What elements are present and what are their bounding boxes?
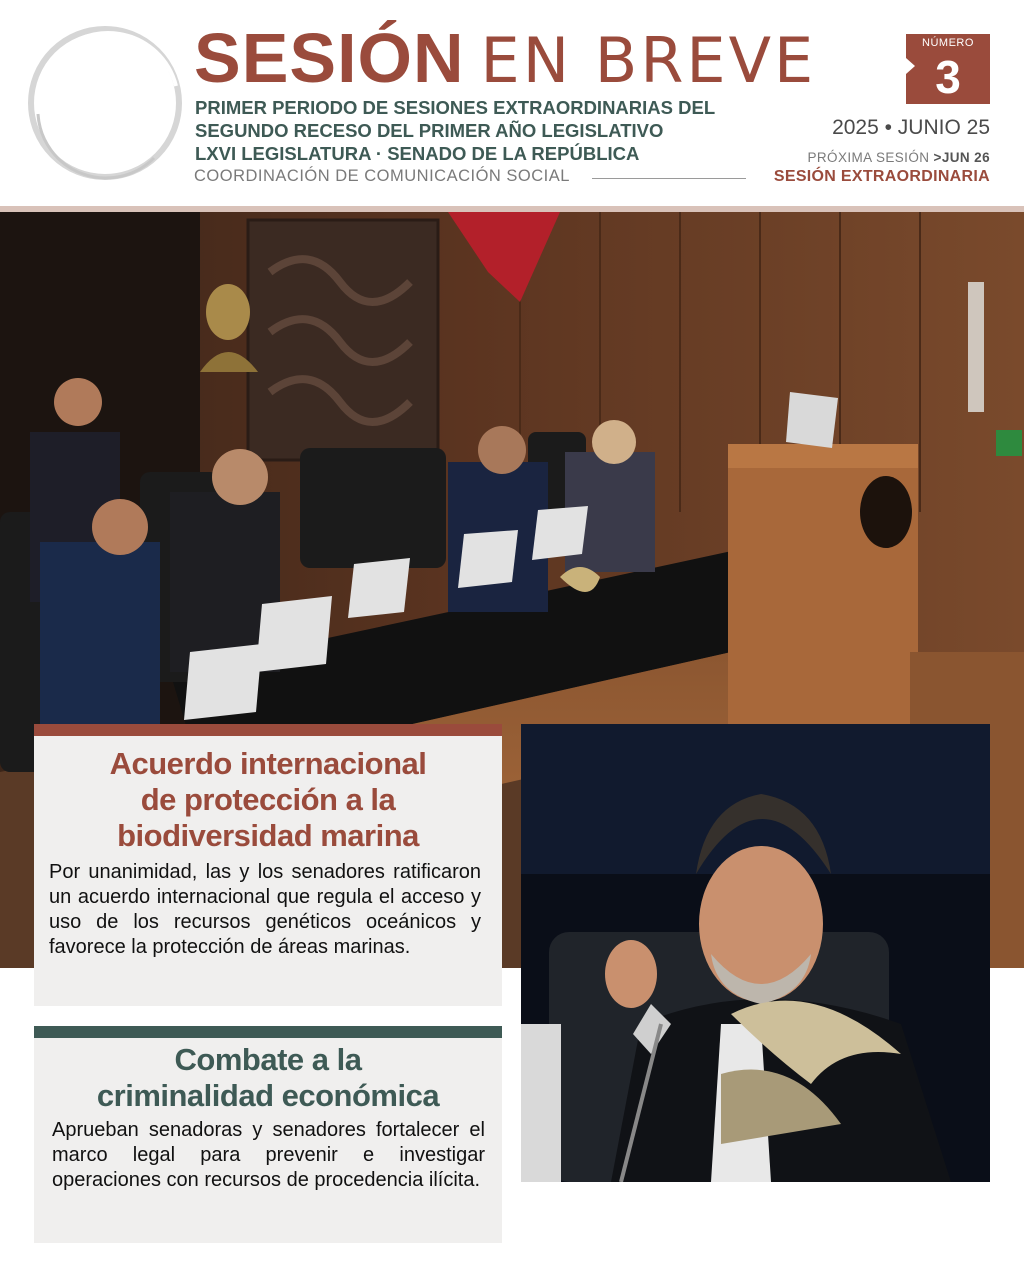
subtitle-line-2: SEGUNDO RECESO DEL PRIMER AÑO LEGISLATIVO <box>195 120 664 141</box>
article-card-marine-biodiversity <box>34 724 502 1006</box>
issue-number-badge <box>906 34 990 104</box>
article-body: Aprueban senadoras y senadores fortalecer el marco legal para prevenir e investigar operaciones con recursos de procedencia ilícita. <box>52 1119 485 1191</box>
article-title <box>34 746 502 854</box>
subtitle-line-3: LXVI LEGISLATURA · SENADO DE LA REPÚBLICA <box>195 143 640 164</box>
divider <box>592 178 746 179</box>
subtitle-line-1: PRIMER PERIODO DE SESIONES EXTRAORDINARIAS DEL <box>195 97 716 118</box>
next-session-label: PRÓXIMA SESIÓN <box>807 150 930 165</box>
title-bold: SESIÓN <box>194 19 465 97</box>
next-session <box>807 150 990 165</box>
badge-notch <box>906 58 915 74</box>
session-type: SESIÓN EXTRAORDINARIA <box>773 168 990 185</box>
issue-number-label: NÚMERO <box>922 37 974 49</box>
issue-date: 2025 • JUNIO 25 <box>832 116 990 139</box>
article-body: Por unanimidad, las y los senadores ratificaron un acuerdo internacional que regula el acceso y uso de los recursos genéticos oceánicos y favorece la protección de áreas marinas. <box>49 861 481 958</box>
senator-bell-photo <box>521 724 990 1182</box>
coordination-label: COORDINACIÓN DE COMUNICACIÓN SOCIAL <box>194 167 570 185</box>
issue-number-value: 3 <box>935 51 961 103</box>
article-title-line: de protección a la <box>140 782 396 817</box>
header <box>0 0 1024 206</box>
next-session-date: >JUN 26 <box>933 150 990 165</box>
article-title-line: Acuerdo internacional <box>109 746 427 781</box>
article-title-line: biodiversidad marina <box>117 818 419 853</box>
title-light: EN BREVE <box>480 24 817 97</box>
article-title-line: Combate a la <box>174 1042 362 1077</box>
article-card-economic-crime <box>34 1026 502 1243</box>
senate-logo-icon <box>26 24 184 182</box>
article-title-line: criminalidad económica <box>96 1078 440 1113</box>
article-title <box>34 1042 502 1114</box>
publication-title <box>194 20 816 96</box>
